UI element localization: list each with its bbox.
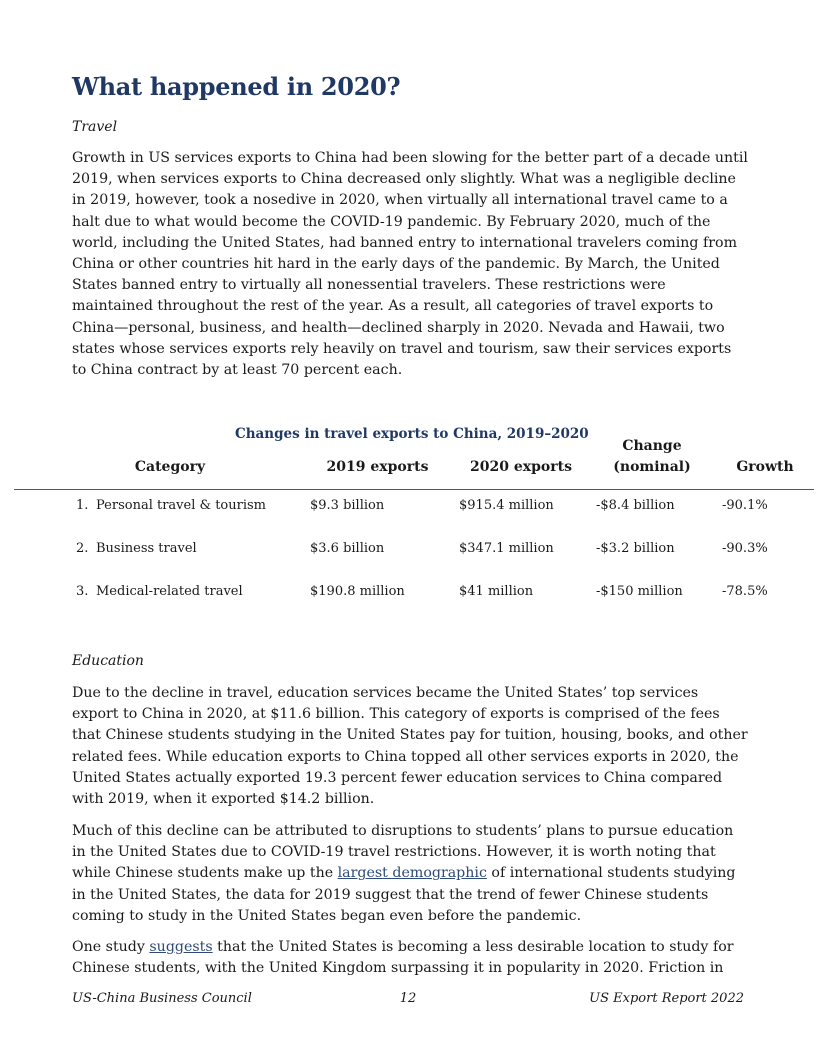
largest-demographic-link[interactable]: largest demographic — [337, 865, 487, 882]
travel-paragraph: Growth in US services exports to China had been slowing for the better part of a decade until 2019, when services exports to China decreased only slightly. What was a negligible decline in 2019, however, took a nosedive in 2020, when virtually all international travel came to a halt due to what would become the COVID-19 pandemic. By February 2020, much of the world, including the United States, had banned entry to international travelers coming from China or other countries hit hard in the early days of the pandemic. By March, the United States banned entry to virtually all nonessential travelers. These restrictions were maintained throughout the rest of the year. As a result, all categories of travel exports to China—personal, business, and health—declined sharply in 2020. Nevada and Hawaii, two states whose services exports rely heavily on travel and tourism, saw their services exports to China contract by at least 70 percent each. — [72, 150, 748, 379]
table-header-rule — [14, 489, 814, 490]
row-category: Personal travel & tourism — [96, 498, 266, 513]
row-growth: -90.3% — [722, 541, 768, 556]
education-subheading: Education — [72, 653, 144, 669]
paragraph-text: Much of this decline can be attributed to disruptions to students’ plans to pursue education in the United States due to COVID-19 travel restrictions. However, it is worth noting that while Chinese students make up the — [72, 823, 734, 882]
page-number: 12 — [399, 991, 417, 1006]
row-change: -$8.4 billion — [596, 498, 675, 513]
header-category: Category — [134, 459, 206, 475]
row-2020-exports: $347.1 million — [459, 541, 554, 556]
header-2020-exports: 2020 exports — [470, 459, 572, 475]
paragraph-text: One study — [72, 939, 150, 955]
footer-left: US-China Business Council — [72, 991, 252, 1006]
footer-right: US Export Report 2022 — [589, 991, 744, 1006]
paragraph-text: that the United States is becoming a less desirable location to study for Chinese students, with the United Kingdom surpassing it in popularity in 2020. Friction in — [72, 939, 734, 977]
header-change-line1: Change — [622, 438, 682, 454]
paragraph-text: of international students studying in the United States, the data for 2019 suggest that the trend of fewer Chinese students coming to study in the United States began even before the pandemic. — [72, 865, 736, 924]
header-change-line2: (nominal) — [613, 459, 691, 475]
row-2020-exports: $41 million — [459, 584, 534, 599]
travel-subheading: Travel — [72, 119, 118, 135]
header-growth: Growth — [736, 459, 794, 475]
row-2020-exports: $915.4 million — [459, 498, 554, 513]
row-2019-exports: $190.8 million — [310, 584, 405, 599]
page-heading: What happened in 2020? — [72, 72, 401, 101]
row-change: -$150 million — [596, 584, 683, 599]
row-change: -$3.2 billion — [596, 541, 675, 556]
header-change — [600, 436, 704, 478]
row-number: 1. — [76, 498, 89, 513]
suggests-link[interactable]: suggests — [149, 939, 213, 955]
row-growth: -78.5% — [722, 584, 768, 599]
education-paragraph-1: Due to the decline in travel, education services became the United States’ top services export to China in 2020, at $11.6 billion. This category of exports is comprised of the fees that Chinese students studying in the United States pay for tuition, housing, books, and other related fees. While education exports to China topped all other services exports in 2020, the United States actually exported 19.3 percent fewer education services to China compared with 2019, when it exported $14.2 billion. — [72, 685, 748, 808]
row-category: Business travel — [96, 541, 197, 556]
education-paragraph-3 — [72, 937, 748, 979]
row-category: Medical-related travel — [96, 584, 243, 599]
row-2019-exports: $9.3 billion — [310, 498, 385, 513]
row-number: 2. — [76, 541, 89, 556]
row-growth: -90.1% — [722, 498, 768, 513]
education-paragraph-2 — [72, 821, 748, 927]
row-number: 3. — [76, 584, 89, 599]
table-title: Changes in travel exports to China, 2019–2020 — [235, 426, 589, 442]
header-2019-exports: 2019 exports — [326, 459, 429, 475]
row-2019-exports: $3.6 billion — [310, 541, 385, 556]
